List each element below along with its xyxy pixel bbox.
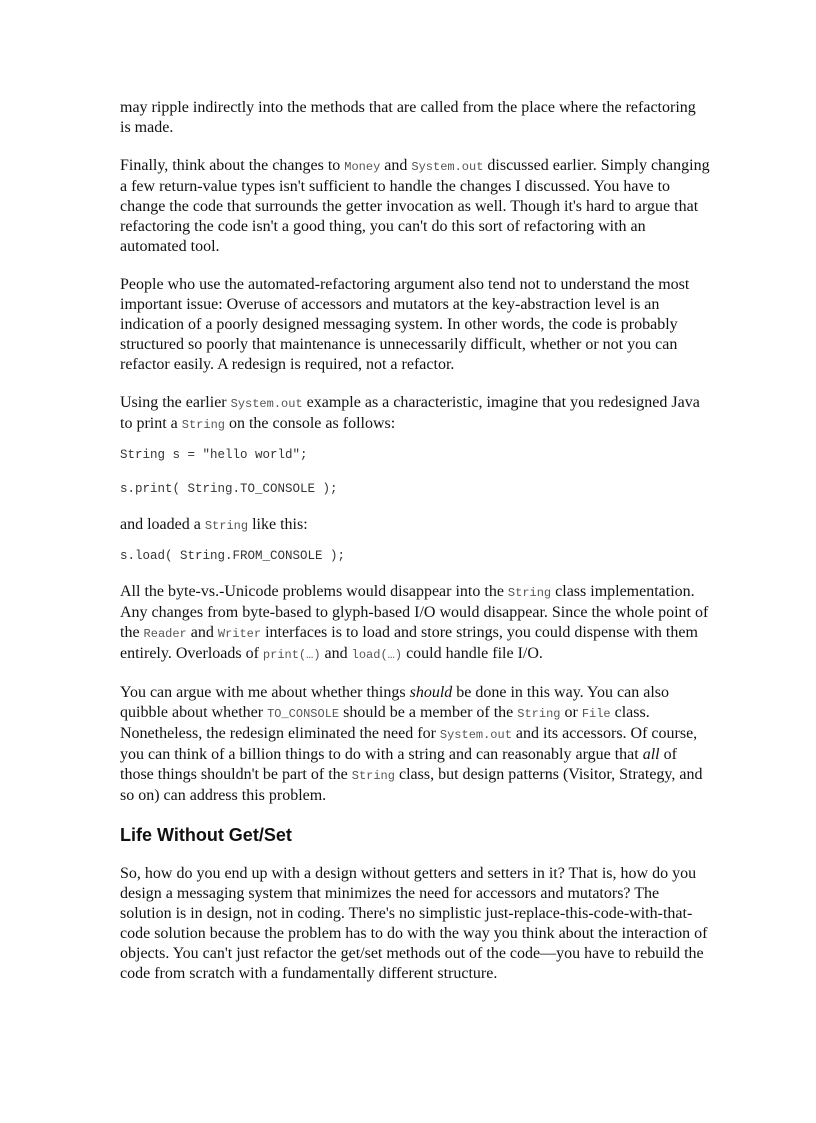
code-to-console: TO_CONSOLE [267,707,340,721]
text-run: class implementation. Any changes from byte-based to glyph-based I/O would disappear. Since the whole point of the [120,583,709,641]
code-block-string-declaration: String s = "hello world"; [120,448,308,462]
text-run: example as a characteristic, imagine that you redesigned Java to print a [120,394,700,432]
text-run: of those things shouldn't be part of the [120,746,677,783]
paragraph-loaded-string [120,515,710,536]
code-file: File [581,707,611,721]
emphasis-should: should [409,684,453,701]
text-run: could handle file I/O. [402,645,543,662]
code-string: String [204,519,249,533]
emphasis-all: all [642,746,660,763]
code-string: String [351,769,395,783]
code-writer: Writer [217,627,262,641]
text-run: class, but design patterns (Visitor, Strategy, and so on) can address this problem. [120,766,703,804]
paragraph-refactoring-ripple: may ripple indirectly into the methods that are called from the place where the refactoring is made. [120,99,696,136]
text-run: Finally, think about the changes to [120,157,345,174]
text-column [120,98,710,1002]
text-run: You can argue with me about whether things [120,684,410,701]
code-string: String [181,418,225,432]
text-run: All the byte-vs.-Unicode problems would disappear into the [120,583,508,600]
code-block-load-call: s.load( String.FROM_CONSOLE ); [120,549,346,563]
text-run: on the console as follows: [224,415,396,432]
text-run: and [380,157,412,174]
paragraph-life-without-get-set: So, how do you end up with a design without getters and setters in it? That is, how do you design a messaging system that minimizes the need for accessors and mutators? The solution is in design, not in coding. There's no simplistic just-replace-this-code-with-that-code solution because the problem has to do with the way you think about the interaction of objects. You can't just refactor the get/set methods out of the code—you have to rebuild the code from scratch with a fundamentally different structure. [120,865,708,982]
text-run: and [186,624,218,641]
section-heading: Life Without Get/Set [120,825,292,845]
text-run: Using the earlier [120,394,231,411]
code-print: print(…) [262,648,321,662]
text-run: and its accessors. Of course, you can think of a billion things to do with a string and can reasonably argue that [120,725,698,763]
code-reader: Reader [143,627,187,641]
paragraph-automated-refactoring: People who use the automated-refactoring argument also tend not to understand the most important issue: Overuse of accessors and mutators at the key-abstraction level is an indication of a poorly designed messaging system. In other words, the code is probably structured so poorly that maintenance is unnecessarily difficult, whether or not you can refactor easily. A redesign is required, not a refactor. [120,276,690,373]
code-system-out: System.out [439,728,512,742]
paragraph-redesign-java [120,393,710,435]
text-run: and [320,645,352,662]
code-block-print-call: s.print( String.TO_CONSOLE ); [120,482,338,496]
paragraph-money-system-out [120,156,710,257]
text-run: should be a member of the [339,704,518,721]
code-money: Money [344,160,381,174]
text-run: like this: [248,516,308,533]
code-load: load(…) [351,648,403,662]
text-run: or [560,704,582,721]
code-system-out: System.out [230,397,303,411]
text-run: interfaces is to load and store strings, you could dispense with them entirely. Overloads of [120,624,698,662]
code-string: String [507,586,552,600]
paragraph-argue-design [120,683,710,806]
text-run: be done in this way. You can also quibble about whether [120,684,669,721]
code-system-out: System.out [411,160,484,174]
text-run: class. Nonetheless, the redesign eliminated the need for [120,704,650,742]
paragraph-unicode-problems [120,582,710,665]
code-string: String [517,707,561,721]
text-run: discussed earlier. Simply changing a few return-value types isn't sufficient to handle the changes I discussed. You have to change the code that surrounds the getter invocation as well. Though it's hard to argue that refactoring the code isn't a good thing, you can't do this sort of refactoring with an automated tool. [120,157,710,255]
text-run: and loaded a [120,516,205,533]
